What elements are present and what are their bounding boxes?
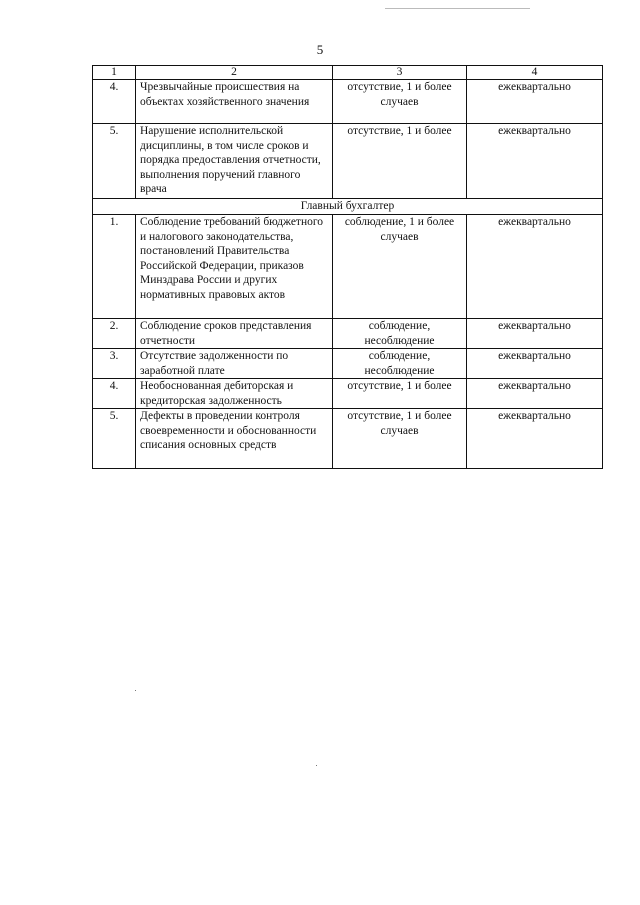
row-period: ежеквартально [467, 349, 603, 379]
scan-edge-line [385, 8, 530, 9]
table-row [93, 349, 603, 379]
row-criterion: Дефекты в проведении контроля своевременности и обоснованности списания основных средств [136, 409, 333, 469]
row-period: ежеквартально [467, 319, 603, 349]
row-criterion: Отсутствие задолженности по заработной плате [136, 349, 333, 379]
row-number: 2. [93, 319, 136, 349]
row-number: 1. [93, 215, 136, 319]
row-criterion: Нарушение исполнительской дисциплины, в том числе сроков и порядка предоставления отчетности, выполнения поручений главного врача [136, 124, 333, 199]
header-col-2: 2 [136, 66, 333, 80]
row-value: отсутствие, 1 и более [333, 379, 467, 409]
header-col-4: 4 [467, 66, 603, 80]
header-col-3: 3 [333, 66, 467, 80]
scan-speck [135, 690, 136, 691]
row-number: 5. [93, 409, 136, 469]
row-value: соблюдение, несоблюдение [333, 319, 467, 349]
row-value: соблюдение, несоблюдение [333, 349, 467, 379]
row-number: 3. [93, 349, 136, 379]
row-value: отсутствие, 1 и более случаев [333, 409, 467, 469]
criteria-table [92, 65, 603, 469]
row-period: ежеквартально [467, 409, 603, 469]
row-value: отсутствие, 1 и более случаев [333, 80, 467, 124]
header-col-1: 1 [93, 66, 136, 80]
row-period: ежеквартально [467, 80, 603, 124]
table-header-row [93, 66, 603, 80]
table-row [93, 379, 603, 409]
table-row [93, 215, 603, 319]
row-value: отсутствие, 1 и более [333, 124, 467, 199]
row-number: 4. [93, 80, 136, 124]
row-criterion: Соблюдение сроков представления отчетности [136, 319, 333, 349]
section-row [93, 199, 603, 215]
row-value: соблюдение, 1 и более случаев [333, 215, 467, 319]
table-row [93, 319, 603, 349]
row-criterion: Соблюдение требований бюджетного и налогового законодательства, постановлений Правительства Российской Федерации, приказов Минздрава России и других нормативных правовых актов [136, 215, 333, 319]
page-number: 5 [316, 42, 324, 57]
row-period: ежеквартально [467, 124, 603, 199]
row-number: 4. [93, 379, 136, 409]
row-period: ежеквартально [467, 215, 603, 319]
scan-speck [316, 765, 317, 766]
row-number: 5. [93, 124, 136, 199]
table-row [93, 80, 603, 124]
section-title: Главный бухгалтер [93, 199, 603, 215]
table-row [93, 409, 603, 469]
table-row [93, 124, 603, 199]
row-criterion: Чрезвычайные происшествия на объектах хозяйственного значения [136, 80, 333, 124]
row-criterion: Необоснованная дебиторская и кредиторская задолженность [136, 379, 333, 409]
row-period: ежеквартально [467, 379, 603, 409]
